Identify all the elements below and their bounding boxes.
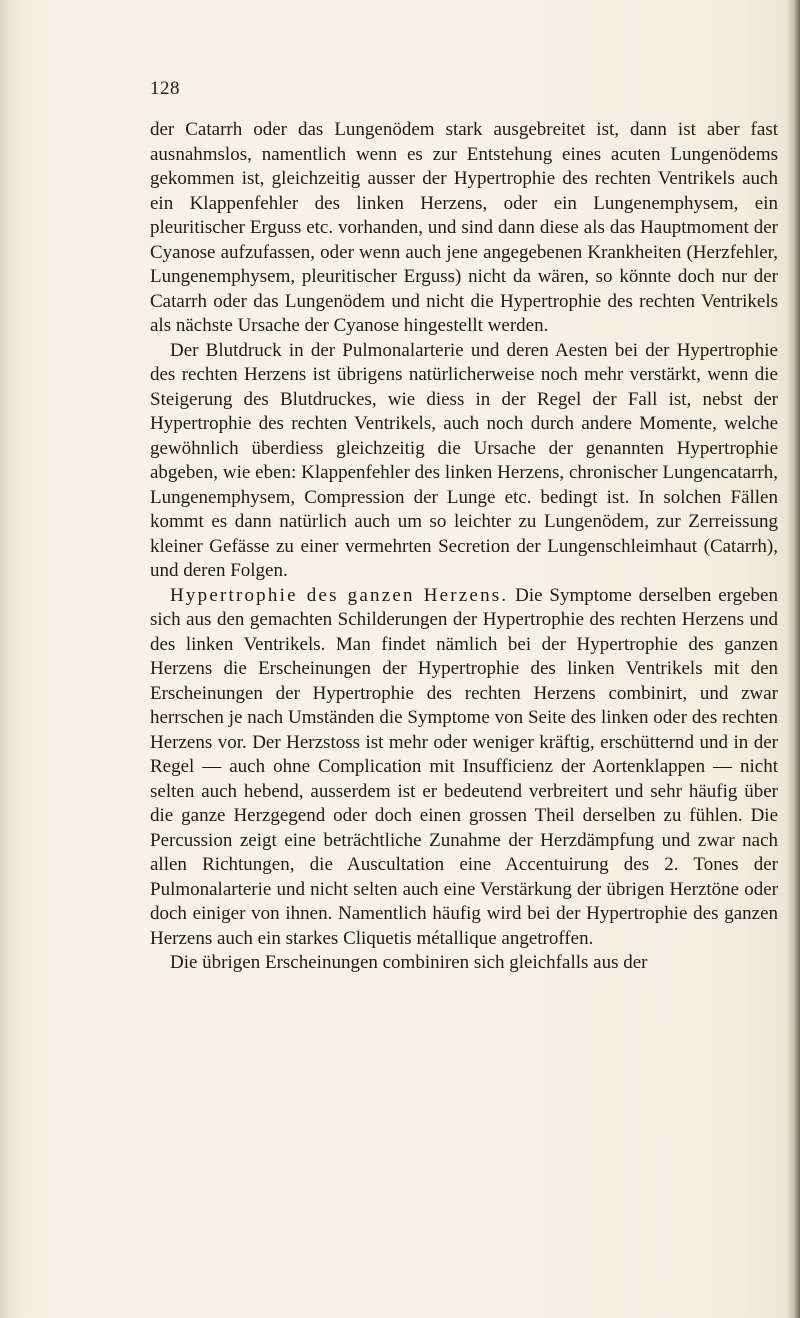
page-gutter-shadow	[0, 0, 22, 1318]
paragraph-4: Die übrigen Erscheinungen combiniren sich gleichfalls aus der	[170, 952, 648, 973]
paragraph-2: Der Blutdruck in der Pulmonalarterie und deren Aesten bei der Hypertrophie des rechten Herzens ist übrigens natürlicherweise noch mehr verstärkt, wenn die Steigerung des Blutdruckes, wie diess in der Regel der Fall ist, nebst der Hypertrophie des rechten Ventrikels, auch noch durch andere Momente, welche gewöhnlich überdiess gleichzeitig die Ursache der genannten Hypertrophie abgeben, wie eben: Klappenfehler des linken Herzens, chronischer Lungencatarrh, Lungenemphysem, Compression der Lunge etc. bedingt ist. In solchen Fällen kommt es dann natürlich auch um so leichter zu Lungenödem, zur Zerreissung kleiner Gefässe zu einer vermehrten Secretion der Lungenschleimhaut (Catarrh), und deren Folgen.	[150, 339, 778, 581]
paragraph-1: der Catarrh oder das Lungenödem stark ausgebreitet ist, dann ist aber fast ausnahmslos, namentlich wenn es zur Entstehung eines acuten Lungenödems gekommen ist, gleichzeitig ausser der Hypertrophie des rechten Ventrikels auch ein Klappenfehler des linken Herzens, oder ein Lungenemphysem, ein pleuritischer Erguss etc. vorhanden, und sind dann diese als das Hauptmoment der Cyanose aufzufassen, oder wenn auch jene angegebenen Krankheiten (Herzfehler, Lungenemphysem, pleuritischer Erguss) nicht da wären, so könnte doch nur der Catarrh oder das Lungenödem und nicht die Hypertrophie des rechten Ventrikels als nächste Ursache der Cyanose hingestellt werden.	[150, 119, 778, 336]
paragraph-3-text: Die Symptome derselben ergeben sich aus den gemachten Schilderungen der Hypertrophie des rechten Herzens und des linken Ventrikels. Man findet nämlich bei der Hypertrophie des ganzen Herzens die Erscheinungen der Hypertrophie des linken Ventrikels mit den Erscheinungen der Hypertrophie des rechten Herzens combinirt, und zwar herrschen je nach Umständen die Symptome von Seite des linken oder des rechten Herzens vor. Der Herzstoss ist mehr oder weniger kräftig, erschütternd und in der Regel — auch ohne Complication mit Insufficienz der Aortenklappen — nicht selten auch hebend, ausserdem ist er bedeutend verbreitert und sehr häufig über die ganze Herzgegend oder doch einen grossen Theil derselben zu fühlen. Die Percussion zeigt eine beträchtliche Zunahme der Herzdämpfung und zwar nach allen Richtungen, die Auscultation eine Accentuirung des 2. Tones der Pulmonalarterie und nicht selten auch eine Verstärkung der übrigen Herztöne oder doch einiger von ihnen. Namentlich häufig wird bei der Hypertrophie des ganzen Herzens auch ein starkes Cliquetis métallique angetroffen.	[150, 584, 778, 949]
page-edge-shadow	[786, 0, 800, 1318]
paragraph-3	[150, 584, 778, 952]
body-text	[150, 118, 778, 976]
section-heading: Hypertrophie des ganzen Herzens.	[170, 584, 509, 606]
page-number: 128	[150, 78, 180, 99]
